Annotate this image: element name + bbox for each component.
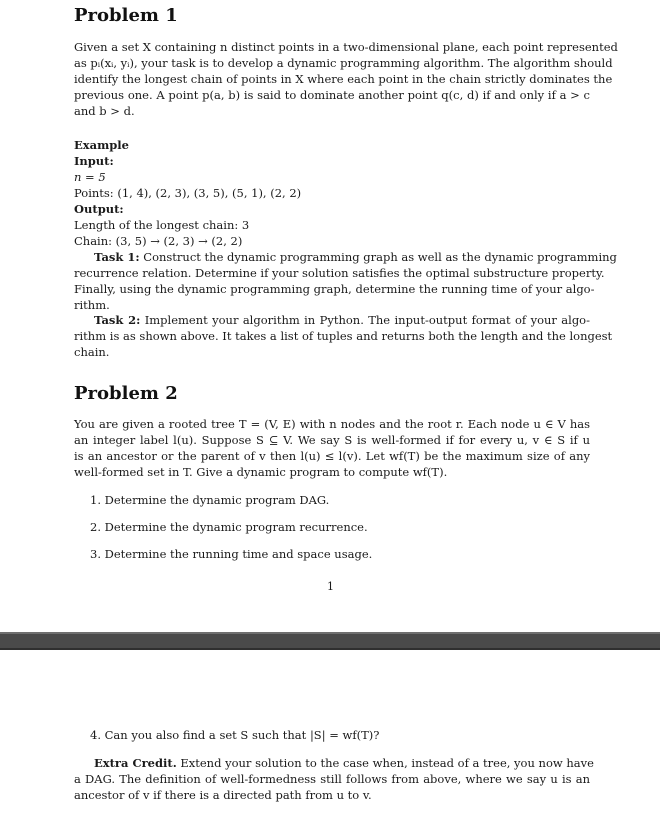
- intro-line: identify the longest chain of points in X where each point in the chain strictly dominates the: [74, 72, 613, 86]
- problem-1-title: Problem 1: [74, 5, 178, 26]
- intro-line: is an ancestor or the parent of v then l(u) ≤ l(v). Let wf(T) be the maximum size of any: [74, 449, 590, 463]
- chain-sequence: Chain: (3, 5) → (2, 3) → (2, 2): [74, 234, 243, 248]
- extra-credit-line: ancestor of v if there is a directed path from u to v.: [74, 788, 372, 802]
- intro-line: You are given a rooted tree T = (V, E) with n nodes and the root r. Each node u ∈ V has: [74, 417, 590, 431]
- example-heading: Example: [74, 138, 129, 152]
- task-1: [74, 249, 617, 313]
- list-item: 2. Determine the dynamic program recurrence.: [90, 520, 368, 534]
- intro-line: Given a set X containing n distinct points in a two-dimensional plane, each point represented: [74, 40, 618, 54]
- problem-2-title: Problem 2: [74, 383, 178, 404]
- task-1-text: Construct the dynamic programming graph as well as the dynamic programming: [139, 250, 617, 264]
- n-value: n = 5: [74, 170, 106, 184]
- task-2-text: Implement your algorithm in Python. The input-output format of your algo-: [140, 313, 590, 327]
- task-1-line: rithm.: [74, 298, 110, 312]
- intro-line: and b > d.: [74, 104, 135, 118]
- input-label: Input:: [74, 154, 114, 168]
- task-2-line: rithm is as shown above. It takes a list of tuples and returns both the length and the longest: [74, 329, 613, 343]
- extra-credit-label: Extra Credit.: [94, 756, 177, 770]
- page-2: [0, 650, 660, 837]
- output-label: Output:: [74, 202, 124, 216]
- page-number: 1: [327, 580, 334, 593]
- extra-credit-line: a DAG. The definition of well-formedness still follows from above, where we say u is an: [74, 772, 590, 786]
- intro-line: well-formed set in T. Give a dynamic program to compute wf(T).: [74, 465, 448, 479]
- extra-credit: [74, 755, 594, 803]
- task-2: [74, 312, 613, 360]
- extra-credit-first-line: [74, 755, 594, 771]
- task-1-first-line: [74, 249, 617, 265]
- task-1-label: Task 1:: [94, 250, 140, 264]
- intro-line: as pᵢ(xᵢ, yᵢ), your task is to develop a dynamic programming algorithm. The algorithm should: [74, 56, 613, 70]
- chain-length: Length of the longest chain: 3: [74, 218, 250, 232]
- list-item: 3. Determine the running time and space usage.: [90, 547, 373, 561]
- page-separator: [0, 632, 660, 650]
- list-item: 4. Can you also find a set S such that |S| = wf(T)?: [90, 728, 380, 742]
- task-1-line: Finally, using the dynamic programming graph, determine the running time of your algo-: [74, 282, 595, 296]
- task-2-label: Task 2:: [94, 313, 141, 327]
- problem-1-intro: [74, 39, 618, 119]
- extra-credit-text: Extend your solution to the case when, instead of a tree, you now have: [176, 756, 594, 770]
- task-1-line: recurrence relation. Determine if your solution satisfies the optimal substructure property.: [74, 266, 605, 280]
- task-2-line: chain.: [74, 345, 110, 359]
- points-list: Points: (1, 4), (2, 3), (3, 5), (5, 1), (2, 2): [74, 186, 302, 200]
- intro-line: an integer label l(u). Suppose S ⊆ V. We say S is well-formed if for every u, v ∈ S if u: [74, 433, 590, 447]
- problem-2-intro: [74, 416, 590, 480]
- task-2-first-line: [74, 312, 590, 328]
- list-item: 1. Determine the dynamic program DAG.: [90, 493, 330, 507]
- intro-line: previous one. A point p(a, b) is said to dominate another point q(c, d) if and only if a > c: [74, 88, 590, 102]
